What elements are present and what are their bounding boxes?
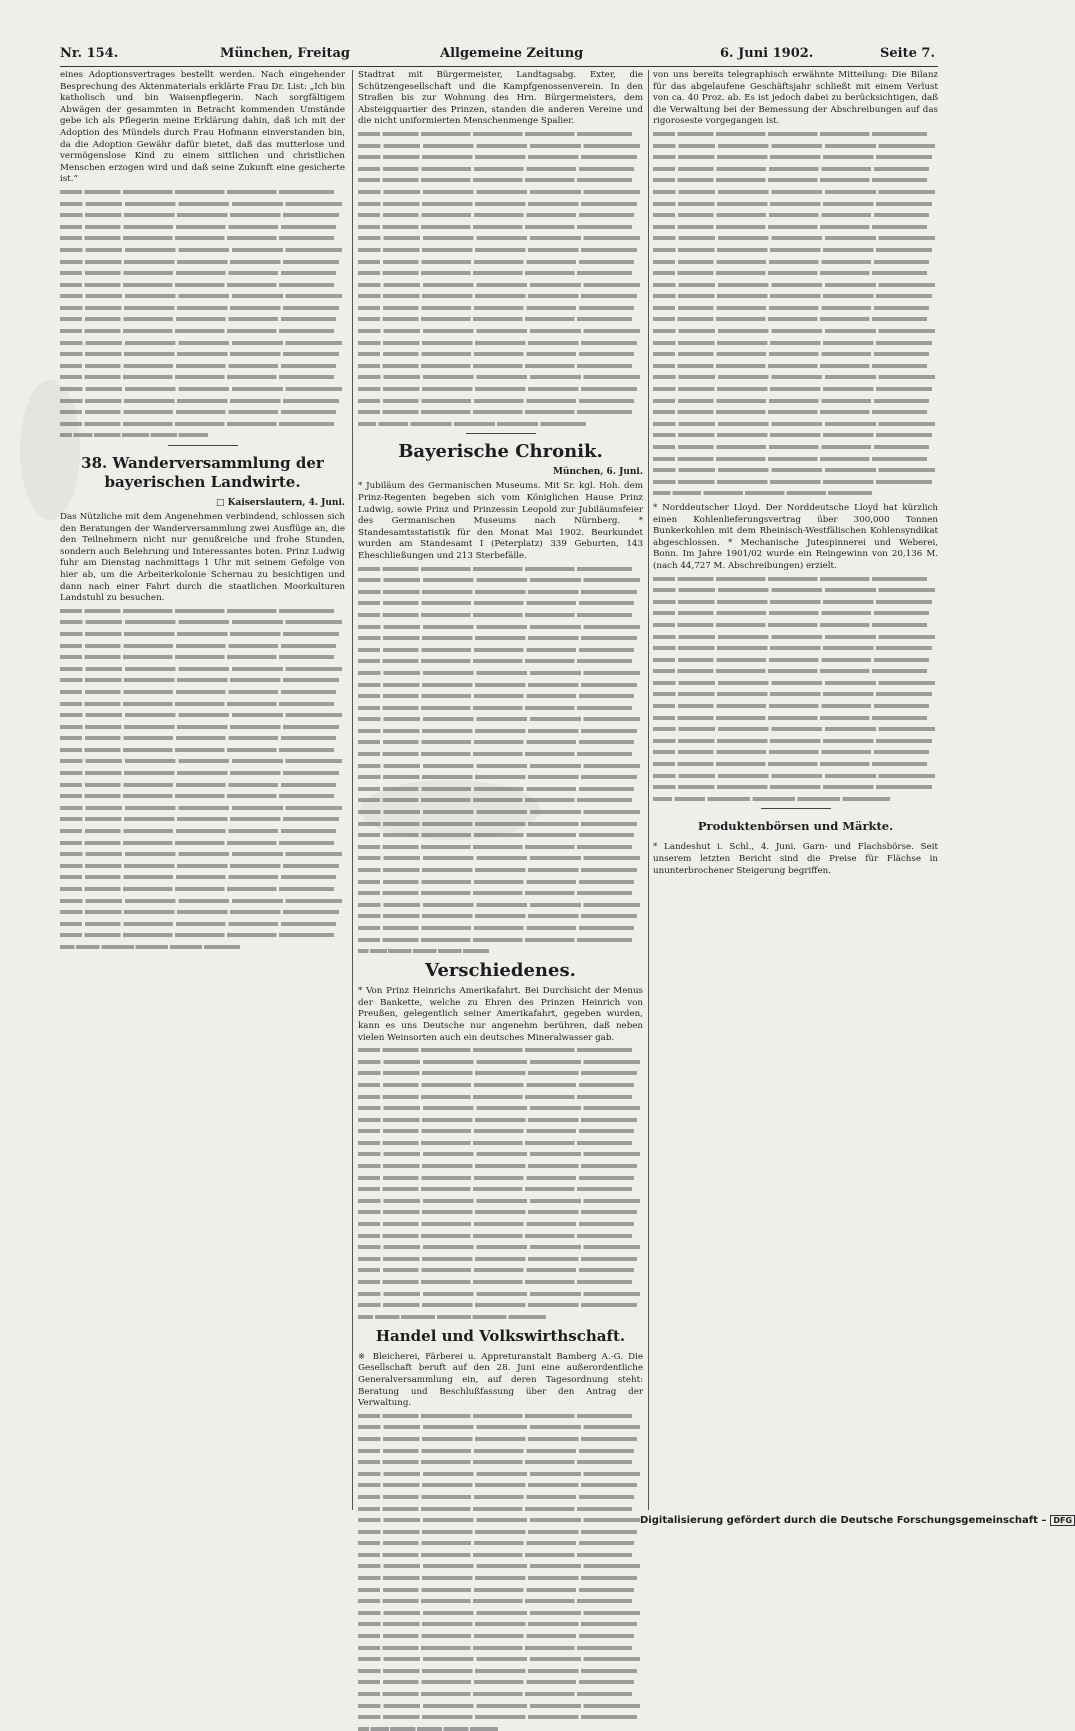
text-line	[358, 717, 640, 721]
text-line	[358, 729, 637, 733]
text-line	[358, 1095, 632, 1099]
text-line	[653, 577, 927, 581]
col1-filler-text	[60, 609, 345, 949]
column-separator	[352, 70, 353, 1510]
text-line	[358, 1222, 634, 1226]
text-line	[358, 1280, 632, 1284]
text-line	[358, 625, 640, 629]
text-line	[653, 364, 927, 368]
text-line	[358, 1071, 637, 1075]
text-line	[358, 1495, 634, 1499]
text-line	[653, 433, 932, 437]
text-line	[358, 938, 632, 942]
place-day: München, Freitag	[220, 46, 351, 61]
text-line	[358, 1106, 640, 1110]
text-line	[358, 845, 632, 849]
page-header	[60, 42, 938, 66]
text-line	[358, 868, 637, 872]
col1-intro: eines Adoptionsvertrages bestellt werden. Nach eingehender Besprechung des Aktenmaterials erklärte Frau Dr. List: „Ich bin katholisch und bin Waisenpflegerin. Nach sorgfältigem Abwägen der gesammten in Betracht kommenden Umstände gebe ich als Pflegerin meine Erklärung dahin, daß ich mit der Adoption des Mündels durch Frau Hofmann einverstanden bin, da die Adoption Gewähr dafür bietet, daß das mutterlose und vermögenslose Kind zu einem sittlichen und christlichen Menschen erzogen wird und daß seine Zukunft eine gesicherte ist.“	[60, 70, 345, 185]
text-line	[358, 1048, 632, 1052]
text-line	[60, 387, 342, 391]
text-line	[358, 1164, 637, 1168]
text-line	[358, 1437, 637, 1441]
text-line	[653, 410, 927, 414]
text-line	[358, 567, 632, 571]
text-line	[60, 702, 334, 706]
text-line	[653, 635, 935, 639]
text-line	[60, 899, 342, 903]
text-line	[60, 690, 336, 694]
section-heading-verschiedenes: Verschiedenes.	[425, 960, 576, 982]
text-line	[358, 1507, 632, 1511]
text-line	[358, 1425, 640, 1429]
text-line	[358, 1692, 632, 1696]
text-line	[358, 410, 632, 414]
text-line	[358, 352, 634, 356]
text-line	[653, 202, 932, 206]
text-line	[358, 178, 632, 182]
text-line	[358, 798, 632, 802]
text-line	[60, 329, 334, 333]
text-line	[60, 887, 334, 891]
text-line	[358, 752, 632, 756]
text-line	[653, 623, 927, 627]
newspaper-title: Allgemeine Zeitung	[440, 46, 584, 61]
text-line	[60, 771, 339, 775]
text-line	[60, 190, 334, 194]
text-line	[60, 910, 339, 914]
text-line	[653, 387, 932, 391]
column-1	[60, 70, 345, 1510]
text-line	[358, 764, 640, 768]
text-line	[60, 783, 336, 787]
text-line	[358, 1541, 634, 1545]
divider	[761, 808, 831, 809]
text-line	[358, 1634, 634, 1638]
text-line	[653, 375, 935, 379]
text-line	[358, 1118, 637, 1122]
text-line	[358, 190, 640, 194]
text-line	[653, 600, 932, 604]
text-line	[358, 1704, 640, 1708]
text-line	[358, 1060, 640, 1064]
text-line	[358, 833, 634, 837]
divider	[466, 433, 536, 434]
issue-date: 6. Juni 1902.	[720, 46, 814, 61]
text-line	[358, 202, 637, 206]
text-line	[60, 759, 342, 763]
text-line	[60, 817, 339, 821]
text-line	[358, 329, 640, 333]
text-line	[358, 399, 634, 403]
text-line	[358, 891, 632, 895]
text-line	[60, 433, 208, 437]
text-line	[60, 202, 342, 206]
text-line	[60, 632, 339, 636]
dfg-logo: DFG	[1050, 1515, 1075, 1526]
text-line	[358, 144, 640, 148]
text-line	[358, 740, 634, 744]
col1-filler-text	[60, 190, 345, 437]
text-line	[358, 856, 640, 860]
text-line	[653, 283, 935, 287]
section-heading-chronik: Bayerische Chronik.	[398, 441, 603, 463]
col2-filler-text	[358, 1048, 643, 1319]
text-line	[60, 306, 339, 310]
text-line	[60, 422, 334, 426]
text-line	[60, 609, 334, 613]
text-line	[358, 155, 637, 159]
text-line	[60, 945, 240, 949]
dateline: München, 6. Juni.	[552, 467, 643, 478]
text-line	[358, 1646, 632, 1650]
text-line	[653, 681, 935, 685]
text-line	[358, 1176, 634, 1180]
text-line	[60, 875, 336, 879]
text-line	[358, 683, 637, 687]
text-line	[358, 775, 637, 779]
text-line	[60, 841, 334, 845]
text-line	[358, 1141, 632, 1145]
handel-body: ※ Bleicherei, Färberei u. Appreturanstalt Bamberg A.-G. Die Gesellschaft beruft auf den 28. Juni eine außerordentliche Generalversammlung ein, auf deren Tagesordnung steht: Beratung und Beschlußfassung über den Antrag der Verwaltung.	[358, 1351, 643, 1409]
text-line	[358, 1152, 640, 1156]
text-line	[653, 457, 927, 461]
col3-filler-text	[653, 132, 938, 495]
col3-intro: von uns bereits telegraphisch erwähnte Mitteilung: Die Bilanz für das abgelaufene Geschäftsjahr schließt mit einem Verlust von ca. 40 Proz. ab. Es ist jedoch dabei zu berücksichtigen, daß die Verwaltung bei der Bemessung der Abschreibungen auf das rigoroseste vorgegangen ist.	[653, 70, 938, 127]
section-heading-produkten: Produktenbörsen und Märkte.	[697, 819, 894, 834]
text-line	[358, 294, 637, 298]
text-line	[358, 659, 632, 663]
article-heading: 38. Wanderversammlung der bayerischen Landwirte.	[81, 454, 324, 491]
dateline: □ Kaiserslautern, 4. Juni.	[216, 498, 345, 508]
col2-intro: Stadtrat mit Bürgermeister, Landtagsabg. Exter, die Schützengesellschaft und die Kampfgenossenverein. In den Straßen bis zur Wohnung des Hrn. Bürgermeisters, dem Absteigquartier des Prinzen, standen die anderen Vereine und die nicht uniformierten Menschenmenge Spalier.	[358, 70, 643, 127]
text-line	[358, 1303, 637, 1307]
text-line	[653, 716, 927, 720]
text-line	[60, 283, 334, 287]
text-line	[358, 1611, 640, 1615]
col2-filler-text	[358, 132, 643, 426]
text-line	[653, 739, 932, 743]
text-line	[358, 422, 586, 426]
text-line	[358, 1234, 632, 1238]
text-line	[358, 1129, 634, 1133]
text-line	[653, 669, 927, 673]
text-line	[653, 260, 929, 264]
text-line	[60, 399, 339, 403]
text-line	[358, 306, 634, 310]
text-line	[358, 590, 637, 594]
text-line	[358, 1518, 640, 1522]
text-line	[653, 317, 927, 321]
text-line	[358, 317, 632, 321]
text-line	[60, 852, 342, 856]
text-line	[358, 578, 640, 582]
text-line	[60, 644, 336, 648]
footer-text: Digitalisierung gefördert durch die Deutsche Forschungsgemeinschaft –	[640, 1515, 1047, 1526]
text-line	[358, 1315, 546, 1319]
text-line	[358, 387, 637, 391]
text-line	[653, 750, 929, 754]
text-line	[60, 294, 342, 298]
text-line	[653, 658, 929, 662]
text-line	[358, 1449, 634, 1453]
text-line	[358, 248, 637, 252]
text-line	[653, 144, 935, 148]
text-line	[60, 713, 342, 717]
text-line	[358, 167, 634, 171]
text-line	[358, 706, 632, 710]
text-line	[358, 694, 634, 698]
text-line	[358, 822, 637, 826]
col3-body: * Norddeutscher Lloyd. Der Norddeutsche Lloyd hat kürzlich einen Kohlenlieferungsvertrag über 300,000 Tonnen Bunkerkohlen mit dem Rheinisch-Westfälischen Kohlensyndikat abgeschlossen. * Mechanische Jutespinnerei und Weberei, Bonn. Im Jahre 1901/02 wurde ein Reingewinn von 20,136 M. (nach 44,727 M. Abschreibungen) erzielt.	[653, 502, 938, 571]
text-line	[60, 317, 336, 321]
column-2	[358, 70, 643, 1510]
verschiedenes-body: * Von Prinz Heinrichs Amerikafahrt. Bei Durchsicht der Menus der Bankette, welche zu Ehren des Prinzen Heinrich von Preußen, gelegentlich seiner Amerikafahrt, gegeben wurden, kann es uns Deutsche nur angenehm berühren, daß neben vielen Weinsorten auch ein deutsches Mineralwasser gab.	[358, 986, 643, 1043]
text-line	[358, 1727, 498, 1731]
text-line	[358, 1292, 640, 1296]
text-line	[358, 1199, 640, 1203]
text-line	[653, 248, 932, 252]
text-line	[60, 667, 342, 671]
col1-body: Das Nützliche mit dem Angenehmen verbindend, schlossen sich den Beratungen der Wanderversammlung zwei Ausflüge an, die den Teilnehmern nicht nur genußreiche und frohe Stunden, sondern auch Belehrung und Interessantes boten. Prinz Ludwig fuhr am Dienstag nachmittags 1 Uhr mit seinem Gefolge von hier ab, um die Arbeiterkolonie Schernau zu besichtigen und dann nach einer Fahrt durch die staatlichen Moorkulturen Landstuhl zu besuchen.	[60, 512, 345, 604]
text-line	[60, 410, 336, 414]
text-line	[60, 352, 339, 356]
text-line	[653, 132, 927, 136]
page-number: Seite 7.	[880, 46, 935, 61]
text-line	[653, 445, 929, 449]
text-line	[60, 678, 339, 682]
text-line	[358, 1622, 637, 1626]
text-line	[358, 1553, 632, 1557]
text-line	[358, 1083, 634, 1087]
text-line	[653, 294, 932, 298]
text-line	[653, 399, 929, 403]
text-line	[358, 1268, 634, 1272]
text-line	[358, 671, 640, 675]
col2-filler-text	[358, 567, 643, 954]
col2-filler-text	[358, 1414, 643, 1731]
text-line	[358, 375, 640, 379]
text-line	[358, 1715, 637, 1719]
text-line	[358, 1187, 632, 1191]
text-line	[358, 926, 634, 930]
text-line	[60, 620, 342, 624]
text-line	[358, 1210, 637, 1214]
text-line	[358, 787, 634, 791]
text-line	[358, 1599, 632, 1603]
text-line	[60, 341, 342, 345]
text-line	[653, 329, 935, 333]
text-line	[60, 794, 334, 798]
text-line	[653, 491, 872, 495]
text-line	[358, 225, 632, 229]
text-line	[60, 806, 342, 810]
section-heading-handel: Handel und Volkswirthschaft.	[375, 1326, 626, 1345]
text-line	[653, 341, 932, 345]
text-line	[358, 949, 489, 953]
text-line	[60, 236, 334, 240]
text-line	[358, 271, 632, 275]
text-line	[653, 213, 929, 217]
text-line	[60, 260, 339, 264]
text-line	[358, 1257, 637, 1261]
text-line	[60, 864, 339, 868]
header-rule	[60, 66, 938, 67]
text-line	[60, 225, 336, 229]
text-line	[60, 248, 342, 252]
text-line	[653, 774, 935, 778]
text-line	[60, 933, 334, 937]
text-line	[60, 829, 336, 833]
text-line	[358, 283, 640, 287]
text-line	[60, 922, 336, 926]
text-line	[653, 271, 927, 275]
divider	[168, 445, 238, 446]
text-line	[60, 655, 334, 659]
text-line	[653, 167, 929, 171]
text-line	[358, 648, 634, 652]
text-line	[358, 1530, 637, 1534]
text-line	[653, 480, 932, 484]
text-line	[60, 736, 336, 740]
text-line	[358, 213, 634, 217]
text-line	[653, 178, 927, 182]
text-line	[358, 903, 640, 907]
text-line	[653, 762, 927, 766]
text-line	[653, 236, 935, 240]
text-line	[358, 236, 640, 240]
column-3	[653, 70, 938, 1510]
text-line	[358, 260, 634, 264]
text-line	[653, 704, 929, 708]
text-line	[358, 1588, 634, 1592]
text-line	[653, 468, 935, 472]
column-separator	[648, 70, 649, 1510]
text-line	[653, 646, 932, 650]
text-line	[358, 1680, 634, 1684]
text-line	[358, 613, 632, 617]
text-line	[358, 1576, 637, 1580]
text-line	[653, 306, 929, 310]
text-line	[358, 341, 637, 345]
text-line	[60, 725, 339, 729]
text-line	[653, 352, 929, 356]
text-line	[358, 132, 632, 136]
col3-tail: * Landeshut i. Schl., 4. Juni. Garn- und Flachsbörse. Seit unserem letzten Bericht sind die Preise für Flächse in ununterbrochener Steigerung begriffen.	[653, 842, 938, 876]
text-line	[358, 1460, 632, 1464]
text-line	[358, 1669, 637, 1673]
col3-filler-text	[653, 577, 938, 801]
text-line	[653, 155, 932, 159]
text-line	[653, 611, 929, 615]
digitization-footer	[640, 1515, 1073, 1535]
text-line	[653, 190, 935, 194]
text-line	[358, 1483, 637, 1487]
chronik-body: * Jubiläum des Germanischen Museums. Mit Sr. kgl. Hoh. dem Prinz-Regenten begeben sich vom Königlichen Hause Prinz Ludwig, sowie Prinz und Prinzessin Leopold zur Jubiläumsfeier des Germanischen Museums nach Nürnberg. * Standesamtsstatistik für den Monat Mai 1902. Beurkundet wurden am Standesamt I (Peterplatz) 339 Geburten, 143 Eheschließungen und 213 Sterbefälle.	[358, 481, 643, 561]
text-line	[653, 727, 935, 731]
text-line	[358, 1414, 632, 1418]
text-line	[653, 797, 890, 801]
text-line	[653, 225, 927, 229]
text-line	[653, 785, 932, 789]
text-line	[60, 748, 334, 752]
text-line	[358, 601, 634, 605]
text-line	[358, 636, 637, 640]
text-line	[358, 1245, 640, 1249]
text-line	[60, 213, 339, 217]
text-line	[358, 914, 637, 918]
text-line	[358, 1564, 640, 1568]
text-line	[653, 422, 935, 426]
text-line	[60, 364, 336, 368]
issue-number: Nr. 154.	[60, 46, 119, 61]
text-line	[358, 880, 634, 884]
text-line	[358, 364, 632, 368]
text-line	[358, 1472, 640, 1476]
text-line	[60, 375, 334, 379]
text-line	[653, 692, 932, 696]
text-line	[358, 1657, 640, 1661]
text-line	[358, 810, 640, 814]
text-line	[60, 271, 336, 275]
text-line	[653, 588, 935, 592]
